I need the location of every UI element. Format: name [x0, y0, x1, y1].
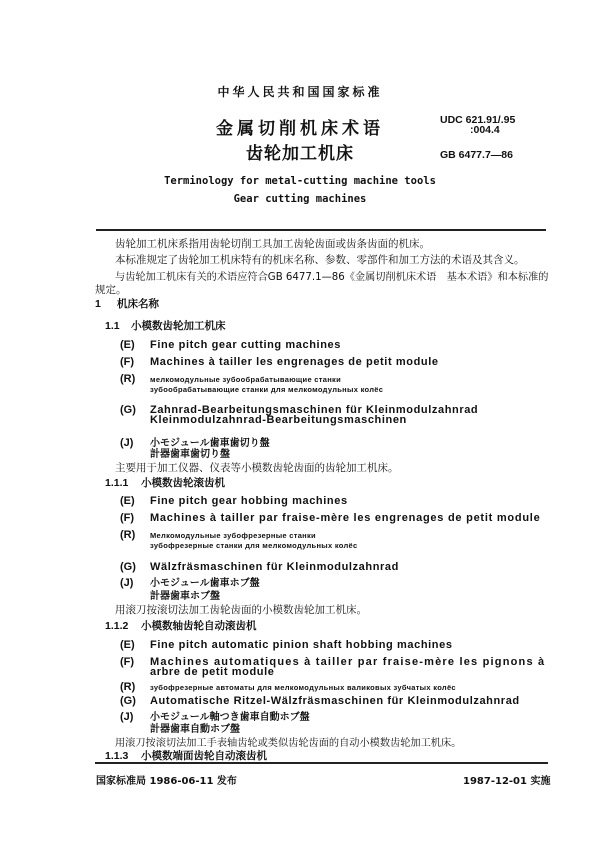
term-definition: 用滚刀按滚切法加工手表轴齿轮或类似齿轮齿面的自动小模数齿轮加工机床。	[115, 738, 462, 749]
section-number: 1	[95, 298, 101, 310]
term-french: (F) Machines à tailler les engrenages de petit module	[120, 356, 439, 368]
document-title: 金属切削机床术语	[216, 119, 384, 139]
term-english: (E) Fine pitch automatic pinion shaft hobbing machines	[120, 639, 453, 651]
section-title: 小模数轴齿轮自动滚齿机	[141, 620, 257, 632]
term-japanese: (J) 小モジュール歯車歯切り盤	[120, 437, 270, 449]
term-german: (G) Wälzfräsmaschinen für Kleinmodulzahnrad	[120, 561, 399, 573]
section-title: 小模数端面齿轮自动滚齿机	[141, 750, 267, 762]
intro-para-1: 齿轮加工机床系指用齿轮切削工具加工齿轮齿面或齿条齿面的机床。	[115, 238, 430, 250]
term-japanese-alt: 計器歯車ホブ盤	[150, 591, 220, 602]
term-english: (E) Fine pitch gear cutting machines	[120, 339, 341, 351]
standard-name: 中华人民共和国国家标准	[217, 85, 383, 99]
english-subtitle: Gear cutting machines	[233, 193, 367, 205]
effective-date: 1987-12-01 实施	[463, 776, 551, 787]
term-russian: (R) мелкомодульные зубообрабатывающие станки	[120, 373, 342, 385]
udc-line2: :004.4	[470, 124, 500, 136]
section-1-1-2-heading	[105, 618, 257, 633]
udc-code	[440, 115, 515, 135]
term-german-alt: Kleinmodulzahnrad-Bearbeitungsmaschinen	[150, 414, 407, 426]
term-russian-alt: зубофрезерные станки для мелкомодульных колёс	[150, 541, 358, 550]
document-subtitle: 齿轮加工机床	[246, 144, 354, 164]
term-japanese: (J) 小モジュール歯車ホブ盤	[120, 577, 260, 589]
top-rule	[96, 229, 546, 231]
issue-date: 国家标准局 1986-06-11 发布	[96, 776, 237, 787]
section-number: 1.1.1	[105, 477, 129, 489]
section-1-heading	[95, 296, 159, 311]
term-german: (G) Automatische Ritzel-Wälzfräsmaschinen für Kleinmodulzahnrad	[120, 695, 520, 707]
section-1-1-1-heading	[105, 475, 225, 490]
gb-number: GB 6477.7—86	[440, 149, 513, 161]
term-definition: 用滚刀按滚切法加工齿轮齿面的小模数齿轮加工机床。	[115, 604, 367, 616]
section-title: 小模数齿轮加工机床	[131, 320, 226, 332]
term-german: (G) Zahnrad-Bearbeitungsmaschinen für Kleinmodulzahnrad	[120, 404, 479, 416]
intro-para-3-cont: 规定。	[95, 284, 127, 296]
section-title: 小模数齿轮滚齿机	[141, 477, 225, 489]
section-number: 1.1	[105, 320, 120, 332]
term-french: (F) Machines automatiques à tailler par fraise-mère les pignons à	[120, 656, 546, 668]
term-definition: 主要用于加工仪器、仪表等小模数齿轮齿面的齿轮加工机床。	[115, 462, 399, 474]
term-russian-alt: зубообрабатывающие станки для мелкомодульных колёс	[150, 385, 384, 394]
term-english: (E) Fine pitch gear hobbing machines	[120, 495, 348, 507]
term-japanese: (J) 小モジュール軸つき歯車自動ホブ盤	[120, 711, 310, 723]
udc-line1: UDC 621.91/.95	[440, 114, 516, 126]
section-number: 1.1.2	[105, 620, 129, 632]
section-1-1-3-heading	[105, 748, 267, 763]
term-japanese-alt: 計器歯車歯切り盤	[150, 449, 230, 460]
intro-para-2: 本标准规定了齿轮加工机床特有的机床名称、参数、零部件和加工方法的术语及其含义。	[115, 254, 525, 266]
section-number: 1.1.3	[105, 750, 129, 762]
term-russian: (R) зубофрезерные автоматы для мелкомодульных валиковых зубчатых колёс	[120, 681, 456, 693]
section-title: 机床名称	[117, 298, 159, 310]
term-japanese-alt: 計器歯車自動ホブ盤	[150, 724, 240, 735]
section-1-1-heading	[105, 318, 226, 333]
term-french: (F) Machines à tailler par fraise-mère les engrenages de petit module	[120, 512, 541, 524]
english-title: Terminology for metal-cutting machine tools	[164, 175, 436, 187]
term-french-cont: arbre de petit module	[150, 666, 275, 678]
term-russian: (R) Мелкомодульные зубофрезерные станки	[120, 529, 316, 541]
intro-para-3: 与齿轮加工机床有关的术语应符合GB 6477.1—86《金属切削机床术语 基本术语》和本标准的	[115, 272, 549, 283]
